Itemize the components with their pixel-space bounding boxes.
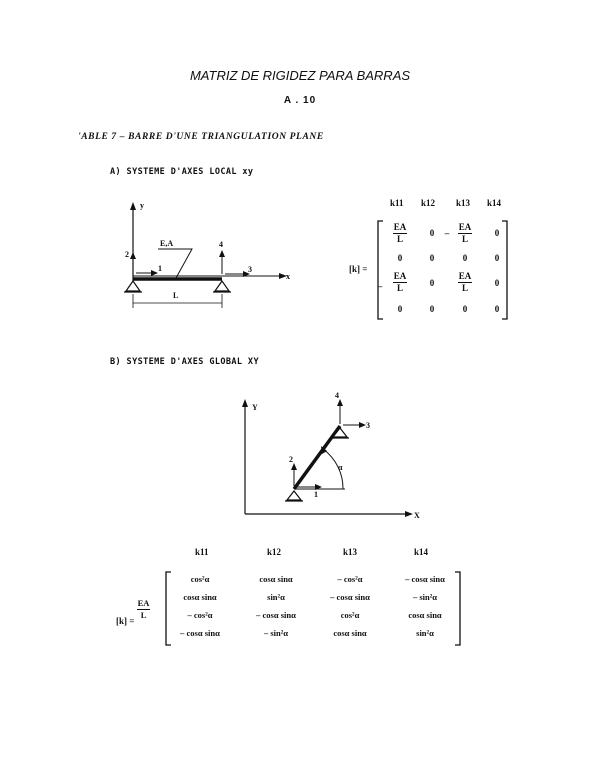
local-matrix-cell: 0 <box>462 253 468 263</box>
global-matrix-cell: cosα sinα <box>333 628 367 638</box>
dof-4-label: 4 <box>219 240 223 249</box>
global-matrix-cell: – cosα sinα <box>405 574 445 584</box>
global-matrix-cell: sin²α <box>416 628 434 638</box>
global-matrix-cell: cos²α <box>340 610 360 620</box>
local-axis-x-label: x <box>286 272 290 281</box>
global-truss-diagram <box>242 399 413 517</box>
local-truss-diagram <box>124 202 287 308</box>
local-col-header-k13: k13 <box>456 198 471 208</box>
local-matrix-cell: 0 <box>494 228 500 238</box>
local-matrix-cell: 0 <box>397 253 403 263</box>
global-matrix-cell: – sin²α <box>412 592 438 602</box>
length-label: L <box>173 291 179 300</box>
global-dof-4-label: 4 <box>335 391 339 400</box>
local-matrix-label: [k] = <box>349 264 368 274</box>
global-axis-x-label: X <box>414 511 420 520</box>
local-matrix-minus: – <box>444 228 450 238</box>
local-matrix-minus: – <box>377 281 383 291</box>
local-matrix-cell: 0 <box>429 253 435 263</box>
global-col-header-k11: k11 <box>195 547 209 557</box>
angle-alpha-label: α <box>338 463 343 472</box>
local-matrix-cell: $\frac{EA}{L}$ <box>393 271 407 293</box>
local-matrix-cell: 0 <box>429 304 435 314</box>
local-matrix-cell: 0 <box>429 278 435 288</box>
global-col-header-k14: k14 <box>414 547 429 557</box>
global-matrix-cell: cosα sinα <box>183 592 217 602</box>
dof-1-label: 1 <box>158 264 162 273</box>
local-matrix-cell: $\frac{EA}{L}$ <box>458 271 472 293</box>
global-matrix-cell: – cos²α <box>337 574 363 584</box>
section-number: A . 10 <box>283 95 317 106</box>
local-col-header-k14: k14 <box>487 198 502 208</box>
global-matrix-cell: – cos²α <box>187 610 213 620</box>
local-matrix-cell: $\frac{EA}{L}$ <box>393 222 407 244</box>
local-matrix-cell: 0 <box>429 228 435 238</box>
global-dof-2-label: 2 <box>289 455 293 464</box>
local-col-header-k12: k12 <box>421 198 436 208</box>
global-matrix-cell: – cosα sinα <box>180 628 220 638</box>
local-matrix-cell: 0 <box>397 304 403 314</box>
global-matrix-cell: – cosα sinα <box>330 592 370 602</box>
material-label: E,A <box>160 239 174 248</box>
local-col-header-k11: k11 <box>390 198 404 208</box>
local-matrix-cell: 0 <box>494 253 500 263</box>
global-col-header-k12: k12 <box>267 547 282 557</box>
local-matrix-cell: 0 <box>462 304 468 314</box>
dof-2-label: 2 <box>125 250 129 259</box>
part-b-heading: B) SYSTEME D'AXES GLOBAL XY <box>110 357 259 367</box>
local-matrix-cell: 0 <box>494 278 500 288</box>
global-matrix-cell: sin²α <box>267 592 285 602</box>
dof-3-label: 3 <box>248 265 252 274</box>
page-title: MATRIZ DE RIGIDEZ PARA BARRAS <box>189 68 411 83</box>
global-col-header-k13: k13 <box>343 547 358 557</box>
global-matrix-cell: cos²α <box>190 574 210 584</box>
global-matrix-cell: cosα sinα <box>259 574 293 584</box>
part-a-heading: A) SYSTEME D'AXES LOCAL xy <box>110 167 254 177</box>
table-caption: 'ABLE 7 – BARRE D'UNE TRIANGULATION PLANE <box>78 132 324 142</box>
global-matrix-label: [k] = $\frac{EA}{L}$ <box>116 598 150 626</box>
local-axis-y-label: y <box>140 201 144 210</box>
global-dof-1-label: 1 <box>314 490 318 499</box>
local-matrix-cell: 0 <box>494 304 500 314</box>
local-matrix-cell: $\frac{EA}{L}$ <box>458 222 472 244</box>
global-axis-y-label: Y <box>252 403 258 412</box>
global-dof-3-label: 3 <box>366 421 370 430</box>
global-matrix-cell: – cosα sinα <box>256 610 296 620</box>
global-matrix-cell: – sin²α <box>263 628 289 638</box>
global-matrix-cell: cosα sinα <box>408 610 442 620</box>
